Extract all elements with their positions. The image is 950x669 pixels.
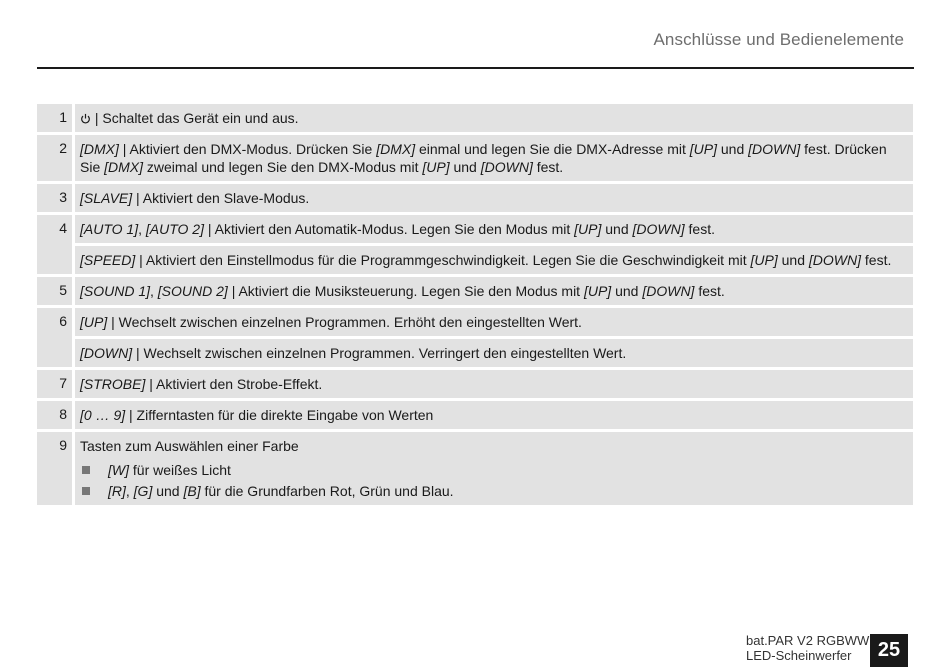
description-line — [80, 282, 907, 300]
description-line — [80, 140, 907, 176]
description-line — [80, 437, 907, 455]
table-row — [37, 215, 913, 274]
description-text: | Aktiviert den Automatik-Modus. Legen Sie den Modus mit — [203, 221, 575, 237]
description-line — [80, 109, 907, 127]
row-number: 4 — [37, 215, 72, 274]
row-number: 8 — [37, 401, 72, 429]
row-description — [75, 432, 913, 505]
description-text: und — [601, 221, 633, 237]
row-description — [75, 277, 913, 305]
row-description — [75, 370, 913, 398]
table-row — [37, 370, 913, 398]
description-text: fest. — [861, 252, 892, 268]
key-label: [DMX] — [80, 141, 119, 157]
key-label: [W] — [108, 462, 129, 478]
table-row — [37, 277, 913, 305]
footer-product-type: LED-Scheinwerfer — [746, 648, 852, 663]
key-label: [G] — [133, 483, 153, 499]
row-description — [75, 308, 913, 336]
row-number: 1 — [37, 104, 72, 132]
description-text: zweimal und legen Sie den DMX-Modus mit — [143, 159, 423, 175]
row-number: 3 — [37, 184, 72, 212]
row-description — [75, 184, 913, 212]
key-label: [R] — [108, 483, 126, 499]
description-text: fest. Drücken Sie — [80, 141, 887, 175]
description-text: | Wechselt zwischen einzelnen Programmen. Verringert den eingestellten Wert. — [132, 345, 627, 361]
key-label: [DOWN] — [80, 345, 133, 361]
description-text: und — [152, 483, 184, 499]
table-row — [37, 432, 913, 505]
description-text: fest. — [532, 159, 564, 175]
description-text: Tasten zum Auswählen einer Farbe — [80, 438, 299, 454]
description-line — [80, 251, 907, 269]
key-label: [DOWN] — [748, 141, 801, 157]
key-label: [SOUND 2] — [157, 283, 228, 299]
bullet-item — [80, 461, 907, 479]
footer-product — [746, 633, 869, 663]
table-row — [37, 104, 913, 132]
bullet-item — [80, 482, 907, 500]
description-text: fest. — [694, 283, 725, 299]
key-label: [DOWN] — [480, 159, 533, 175]
description-line — [80, 220, 907, 238]
description-text: einmal und legen Sie die DMX-Adresse mit — [415, 141, 690, 157]
controls-table — [37, 104, 913, 508]
description-line — [80, 189, 907, 207]
description-text: für weißes Licht — [129, 462, 231, 478]
description-text: | Wechselt zwischen einzelnen Programmen. Erhöht den eingestellten Wert. — [107, 314, 582, 330]
square-bullet-icon — [82, 487, 90, 495]
description-text: | Aktiviert den Strobe-Effekt. — [145, 376, 323, 392]
description-text: , — [125, 483, 134, 499]
key-label: [SOUND 1] — [80, 283, 151, 299]
bullet-text — [108, 482, 454, 500]
description-text: und — [611, 283, 643, 299]
table-row — [37, 135, 913, 181]
bullet-text — [108, 461, 231, 479]
description-text: | Schaltet das Gerät ein und aus. — [91, 110, 299, 126]
row-description — [75, 339, 913, 367]
table-row — [37, 308, 913, 367]
row-description — [75, 246, 913, 274]
description-text: und — [717, 141, 749, 157]
key-label: [SPEED] — [80, 252, 136, 268]
description-text: , — [138, 221, 146, 237]
key-label: [UP] — [583, 283, 612, 299]
bullet-list — [80, 461, 907, 500]
description-text: , — [150, 283, 158, 299]
row-description — [75, 104, 913, 132]
description-text: | Aktiviert den Slave-Modus. — [132, 190, 310, 206]
key-label: [STROBE] — [80, 376, 146, 392]
description-line — [80, 375, 907, 393]
key-label: [AUTO 1] — [80, 221, 139, 237]
row-number: 7 — [37, 370, 72, 398]
description-line — [80, 406, 907, 424]
key-label: [DOWN] — [642, 283, 695, 299]
key-label: [UP] — [80, 314, 108, 330]
row-number: 6 — [37, 308, 72, 367]
description-text: für die Grundfarben Rot, Grün und Blau. — [200, 483, 454, 499]
key-label: [AUTO 2] — [145, 221, 204, 237]
description-line — [80, 344, 907, 362]
description-text: und — [449, 159, 481, 175]
row-description — [75, 215, 913, 243]
key-label: [UP] — [750, 252, 778, 268]
page-number: 25 — [870, 634, 908, 667]
row-number: 5 — [37, 277, 72, 305]
row-number: 9 — [37, 432, 72, 505]
square-bullet-icon — [82, 466, 90, 474]
page-header-title: Anschlüsse und Bedienelemente — [653, 30, 904, 49]
key-label: [DOWN] — [632, 221, 685, 237]
key-label: [DMX] — [104, 159, 144, 175]
footer-product-name: bat.PAR V2 RGBWW — [746, 633, 870, 648]
row-description — [75, 401, 913, 429]
row-description — [75, 135, 913, 181]
table-row — [37, 401, 913, 429]
description-text: | Aktiviert den DMX-Modus. Drücken Sie — [118, 141, 377, 157]
description-text: fest. — [684, 221, 715, 237]
description-text: | Aktiviert die Musiksteuerung. Legen Sie den Modus mit — [227, 283, 584, 299]
table-row — [37, 184, 913, 212]
description-line — [80, 313, 907, 331]
key-label: [UP] — [689, 141, 717, 157]
header-divider — [37, 67, 914, 69]
key-label: [0 … 9] — [80, 407, 126, 423]
description-text: | Zifferntasten für die direkte Eingabe von Werten — [125, 407, 434, 423]
key-label: [B] — [183, 483, 201, 499]
description-text: und — [777, 252, 809, 268]
key-label: [SLAVE] — [80, 190, 133, 206]
row-number: 2 — [37, 135, 72, 181]
key-label: [DMX] — [376, 141, 416, 157]
key-label: [UP] — [422, 159, 450, 175]
description-text: | Aktiviert den Einstellmodus für die Programmgeschwindigkeit. Legen Sie die Geschwindigkeit mit — [135, 252, 751, 268]
key-label: [DOWN] — [808, 252, 861, 268]
power-icon — [80, 113, 91, 124]
key-label: [UP] — [574, 221, 602, 237]
